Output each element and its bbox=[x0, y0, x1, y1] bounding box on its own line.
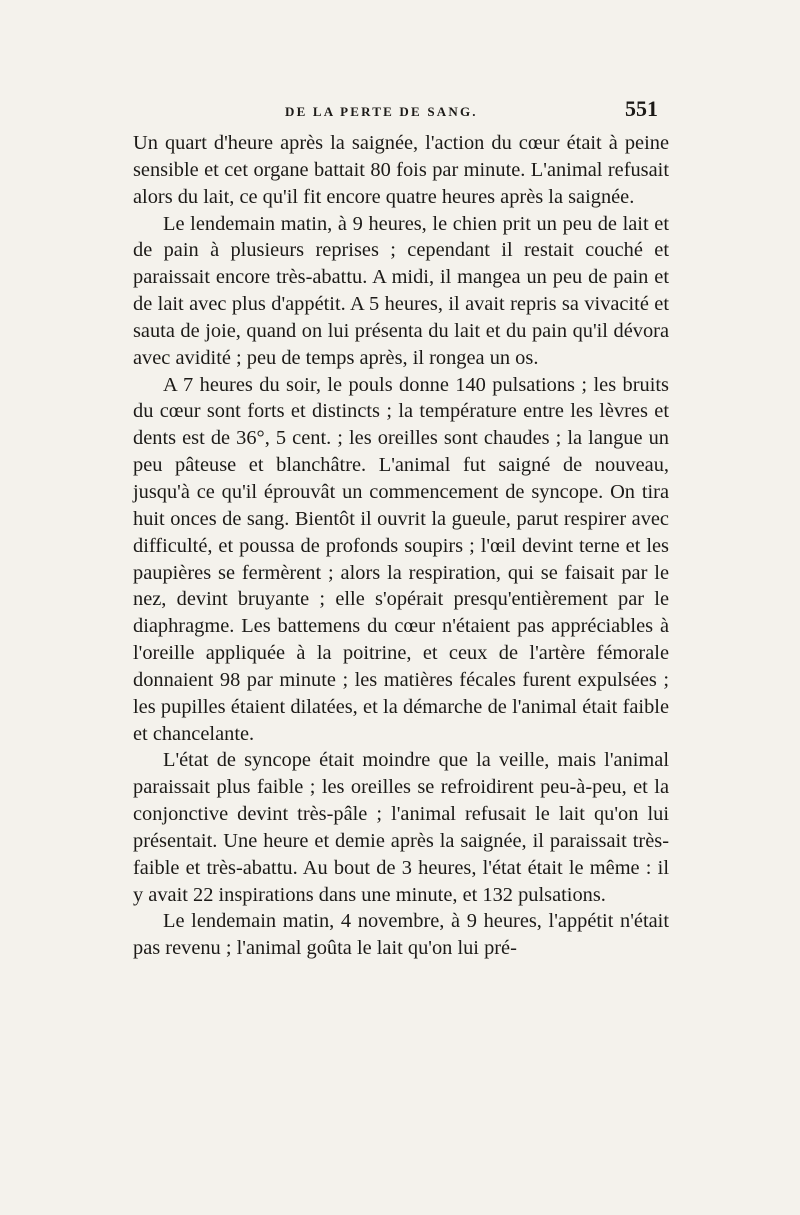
paragraph-1: Un quart d'heure après la saignée, l'action du cœur était à peine sensible et cet organe battait 80 fois par minute. L'animal refusait alors du lait, ce qu'il fit encore quatre heures après la saignée. bbox=[133, 132, 669, 208]
running-head: DE LA PERTE DE SANG. bbox=[285, 104, 478, 119]
paragraph-4: L'état de syncope était moindre que la veille, mais l'animal paraissait plus faible ; les oreilles se refroidirent peu-à-peu, et la conjonctive devint très-pâle ; l'animal refusait le lait qu'on lui présentait. Une heure et demie après la saignée, il paraissait très-faible et très-abattu. Au bout de 3 heures, l'état était le même : il y avait 22 inspirations dans une minute, et 132 pulsations. bbox=[133, 749, 669, 906]
paragraph-3: A 7 heures du soir, le pouls donne 140 pulsations ; les bruits du cœur sont forts et distincts ; la température entre les lèvres et dents est de 36°, 5 cent. ; les oreilles sont chaudes ; la langue un peu pâteuse et blanchâtre. L'animal fut saigné de nouveau, jusqu'à ce qu'il éprouvât un commencement de syncope. On tira huit onces de sang. Bientôt il ouvrit la gueule, parut respirer avec difficulté, et poussa de profonds soupirs ; l'œil devint terne et les paupières se fermèrent ; alors la respiration, qui se faisait par le nez, devint bruyante ; elle s'opérait presqu'entièrement par le diaphragme. Les battemens du cœur n'étaient pas appréciables à l'oreille appliquée à la poitrine, et ceux de l'artère fémorale donnaient 98 par minute ; les matières fécales furent expulsées ; les pupilles étaient dilatées, et la démarche de l'animal était faible et chancelante. bbox=[133, 373, 669, 745]
paragraph-5: Le lendemain matin, 4 novembre, à 9 heures, l'appétit n'était pas revenu ; l'animal goûta le lait qu'on lui pré- bbox=[133, 910, 669, 960]
page-header bbox=[133, 96, 658, 126]
paragraph-2: Le lendemain matin, à 9 heures, le chien prit un peu de lait et de pain à plusieurs reprises ; cependant il restait couché et paraissait encore très-abattu. A midi, il mangea un peu de pain et de lait avec plus d'appétit. A 5 heures, il avait repris sa vivacité et sauta de joie, quand on lui présenta du lait et du pain qu'il dévora avec avidité ; peu de temps après, il rongea un os. bbox=[133, 212, 669, 369]
body-text bbox=[133, 130, 669, 962]
page-number: 551 bbox=[625, 96, 658, 121]
